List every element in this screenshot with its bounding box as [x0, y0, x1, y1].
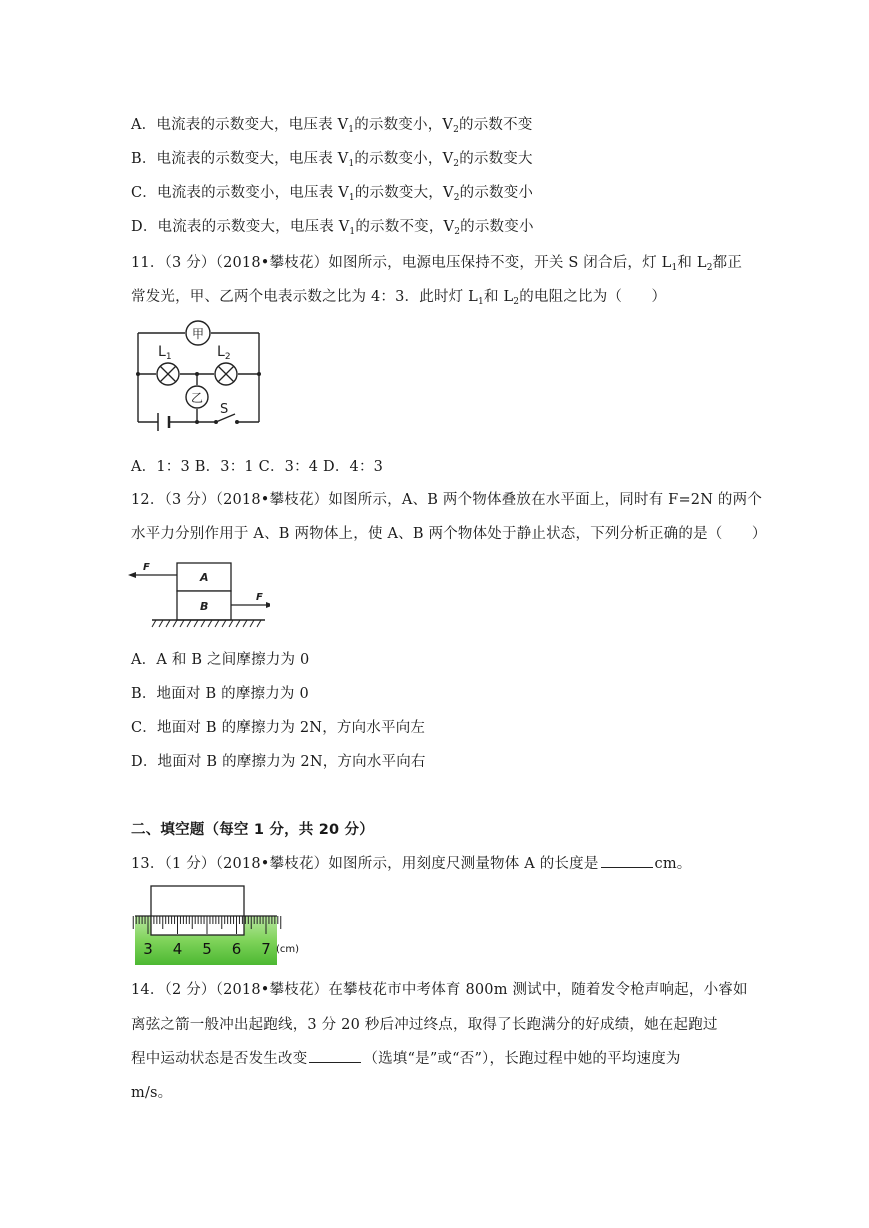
- ruler-label: 4: [172, 940, 183, 958]
- q12-option-a: A．A 和 B 之间摩擦力为 0: [131, 652, 310, 668]
- lamp-l2: [215, 363, 237, 385]
- force-left-label: F: [143, 562, 150, 573]
- lamp-l1: [157, 363, 179, 385]
- battery: [158, 413, 169, 431]
- q11-stem-line2: 常发光，甲、乙两个电表示数之比为 4：3．此时灯 $L_1$和 $L_2$的电阻之比为（ ）: [131, 289, 667, 307]
- block-b-label: B: [200, 600, 209, 613]
- q14-stem-line4: m/s。: [131, 1085, 173, 1101]
- ruler-label: 5: [202, 940, 212, 958]
- ruler-figure: [125, 880, 305, 970]
- ruler-label: 3: [143, 940, 153, 958]
- circuit-diagram: [128, 318, 278, 438]
- q10-option-a: A．电流表的示数变大，电压表 $V_1$的示数变小，$V_2$的示数不变: [131, 117, 533, 135]
- lamp-l2-label: $L_2$: [217, 344, 231, 362]
- ruler-label: 7: [261, 940, 271, 958]
- ruler-unit: (cm): [276, 944, 300, 955]
- block-a-label: A: [200, 571, 209, 584]
- q12-option-b: B．地面对 B 的摩擦力为 0: [131, 686, 309, 702]
- q14-stem-line3: 程中运动状态是否发生改变 （选填“是”或“否”），长跑过程中她的平均速度为: [131, 1051, 681, 1067]
- object-a: [151, 886, 244, 935]
- force-arrow-right: [231, 592, 270, 608]
- q10-option-c: C．电流表的示数变小，电压表 $V_1$的示数变大，$V_2$的示数变小: [131, 185, 534, 203]
- q11-options: A．1：3 B．3：1 C．3：4 D．4：3: [131, 459, 384, 475]
- junction-dot: [257, 372, 261, 376]
- junction-dot: [195, 420, 199, 424]
- blocks-diagram: [125, 556, 270, 634]
- section-heading: 二、填空题（每空 1 分，共 20 分）: [131, 822, 374, 838]
- q12-stem-line2: 水平力分别作用于 A、B 两物体上，使 A、B 两个物体处于静止状态，下列分析正确的是（ ）: [131, 526, 767, 542]
- q12-option-d: D．地面对 B 的摩擦力为 2N，方向水平向右: [131, 754, 426, 770]
- q12-stem-line1: 12．（3 分）（2018•攀枝花）如图所示，A、B 两个物体叠放在水平面上，同时有 F=2N 的两个: [131, 492, 763, 508]
- answer-blank: [601, 855, 653, 868]
- q10-option-b: B．电流表的示数变大，电压表 $V_1$的示数变小，$V_2$的示数变大: [131, 151, 533, 169]
- junction-dot: [195, 372, 199, 376]
- q13-stem: 13．（1 分）（2018•攀枝花）如图所示，用刻度尺测量物体 A 的长度是 cm。: [131, 856, 692, 872]
- switch-s: [214, 402, 239, 424]
- q11-stem-line1: 11．（3 分）（2018•攀枝花）如图所示，电源电压保持不变，开关 S 闭合后，灯 $L_1$和 $L_2$都正: [131, 255, 743, 273]
- meter-yi: [186, 386, 208, 408]
- ruler-label: 6: [231, 940, 242, 958]
- ammeter-jia: [186, 321, 210, 345]
- q10-option-d: D．电流表的示数变大，电压表 $V_1$的示数不变，$V_2$的示数变小: [131, 219, 534, 237]
- force-arrow-left: [128, 562, 177, 578]
- lamp-l1-label: $L_1$: [158, 344, 172, 362]
- junction-dot: [136, 372, 140, 376]
- switch-label: S: [220, 402, 229, 417]
- ground-hatching: [152, 620, 261, 627]
- answer-blank: [309, 1050, 361, 1063]
- meter-yi-label: 乙: [190, 391, 204, 405]
- meter-jia-label: 甲: [191, 327, 205, 341]
- q14-stem-line1: 14．（2 分）（2018•攀枝花）在攀枝花市中考体育 800m 测试中，随着发令枪声响起，小睿如: [131, 982, 748, 998]
- q14-stem-line2: 离弦之箭一般冲出起跑线，3 分 20 秒后冲过终点，取得了长跑满分的好成绩，她在起跑过: [131, 1017, 718, 1033]
- q12-option-c: C．地面对 B 的摩擦力为 2N，方向水平向左: [131, 720, 426, 736]
- force-right-label: F: [256, 592, 263, 603]
